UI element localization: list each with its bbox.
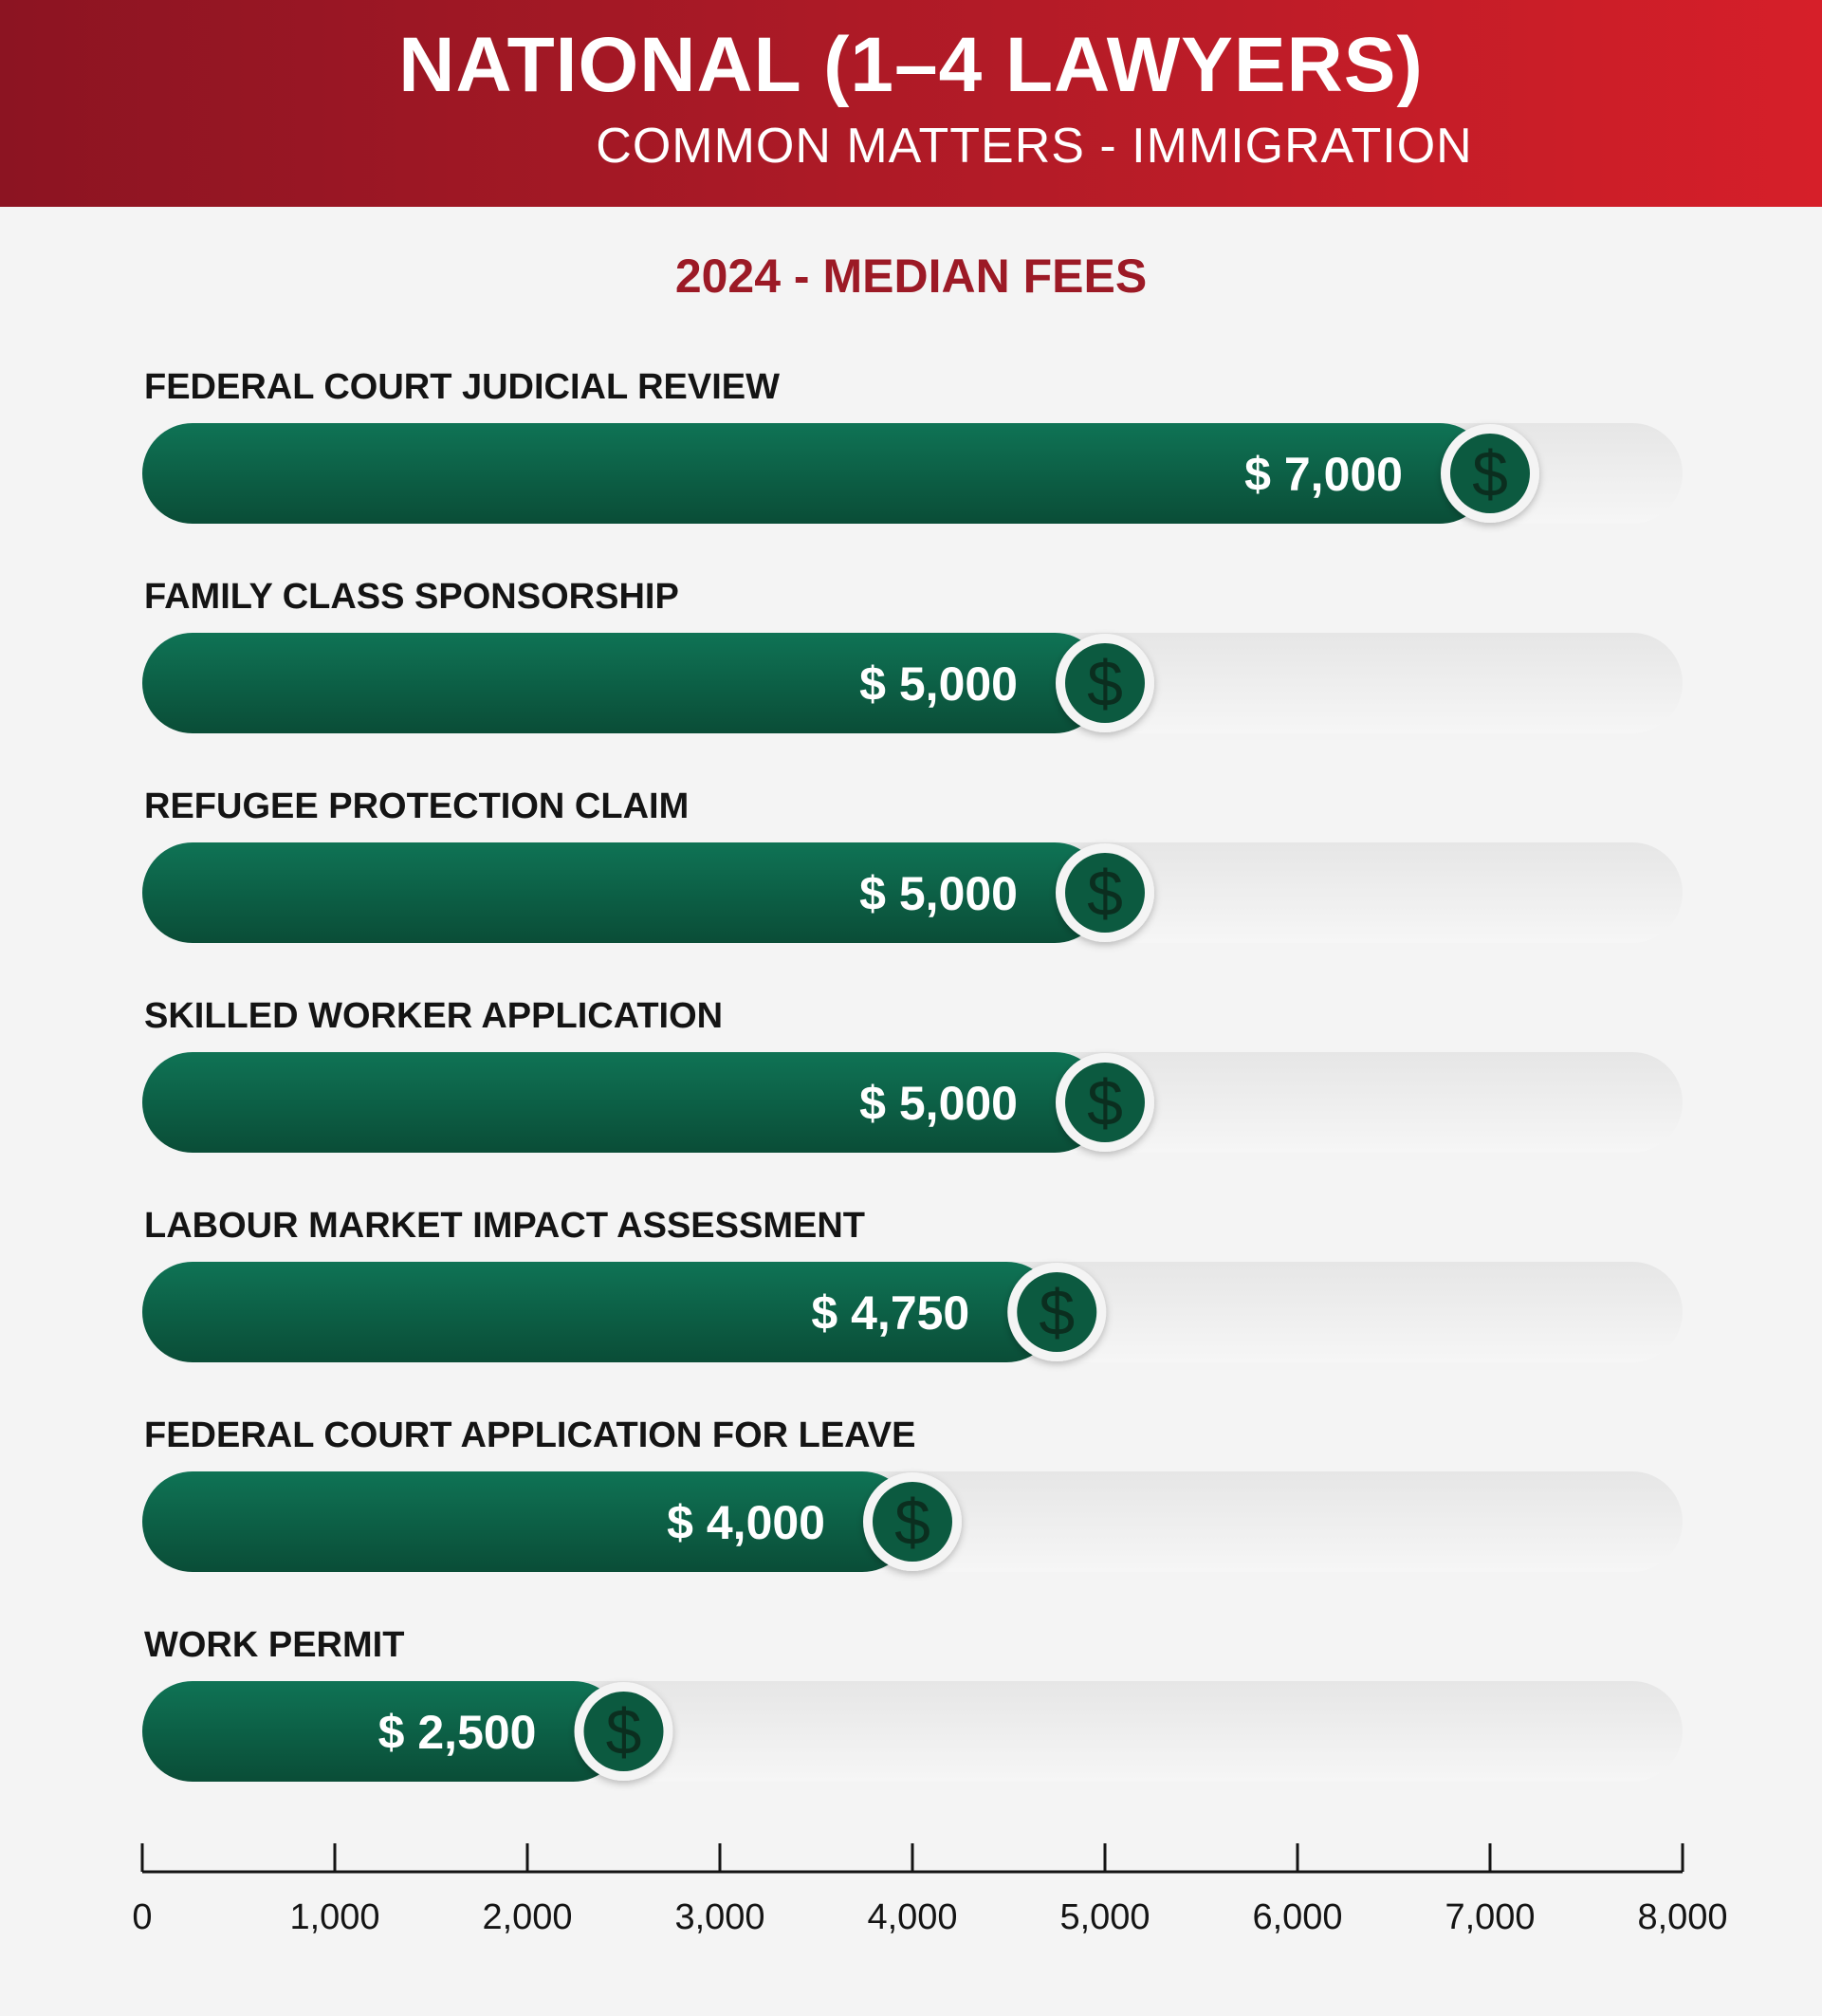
x-tick-label: 8,000 [1637, 1897, 1728, 1937]
category-label: FEDERAL COURT APPLICATION FOR LEAVE [144, 1415, 916, 1455]
dollar-sign-icon [1441, 424, 1539, 523]
x-tick-label: 6,000 [1252, 1897, 1343, 1937]
svg-text:$: $ [894, 1487, 930, 1559]
dollar-sign-icon [1007, 1263, 1106, 1361]
dollar-sign-icon [1056, 1053, 1154, 1152]
category-label: FEDERAL COURT JUDICIAL REVIEW [144, 367, 780, 407]
svg-text:$: $ [1087, 648, 1123, 720]
svg-text:$: $ [1087, 1067, 1123, 1139]
bar-row [142, 1206, 1683, 1362]
x-tick-label: 1,000 [289, 1897, 380, 1937]
page-title: NATIONAL (1–4 LAWYERS) [398, 22, 1424, 108]
dollar-sign-icon [575, 1682, 673, 1781]
dollar-sign-icon [1056, 634, 1154, 732]
bar-row [142, 367, 1683, 524]
svg-text:$: $ [1472, 438, 1508, 510]
x-tick-label: 7,000 [1445, 1897, 1536, 1937]
bar-row [142, 1415, 1683, 1572]
svg-text:$: $ [1039, 1277, 1076, 1349]
bar-row [142, 996, 1683, 1153]
dollar-sign-icon [1056, 843, 1154, 942]
x-tick-label: 2,000 [482, 1897, 573, 1937]
dollar-sign-icon [863, 1472, 962, 1571]
svg-text:$: $ [1087, 858, 1123, 930]
value-label: $ 5,000 [859, 867, 1018, 920]
value-label: $ 4,750 [811, 1286, 970, 1340]
bar-row [142, 577, 1683, 733]
category-label: FAMILY CLASS SPONSORSHIP [144, 577, 679, 617]
bar-row [142, 786, 1683, 943]
bar-row [142, 1625, 1683, 1782]
value-label: $ 7,000 [1244, 448, 1403, 501]
category-label: LABOUR MARKET IMPACT ASSESSMENT [144, 1206, 865, 1246]
svg-text:$: $ [605, 1696, 642, 1768]
x-tick-label: 3,000 [674, 1897, 765, 1937]
category-label: REFUGEE PROTECTION CLAIM [144, 786, 690, 826]
x-tick-label: 5,000 [1059, 1897, 1150, 1937]
value-label: $ 4,000 [667, 1496, 825, 1549]
value-label: $ 5,000 [859, 657, 1018, 711]
x-tick-label: 4,000 [867, 1897, 958, 1937]
x-tick-label: 0 [132, 1897, 153, 1937]
category-label: WORK PERMIT [144, 1625, 405, 1665]
chart-title: 2024 - MEDIAN FEES [674, 250, 1148, 303]
value-label: $ 5,000 [859, 1077, 1018, 1130]
category-label: SKILLED WORKER APPLICATION [144, 996, 724, 1036]
value-label: $ 2,500 [377, 1706, 537, 1759]
page-subtitle: COMMON MATTERS - IMMIGRATION [596, 119, 1473, 174]
